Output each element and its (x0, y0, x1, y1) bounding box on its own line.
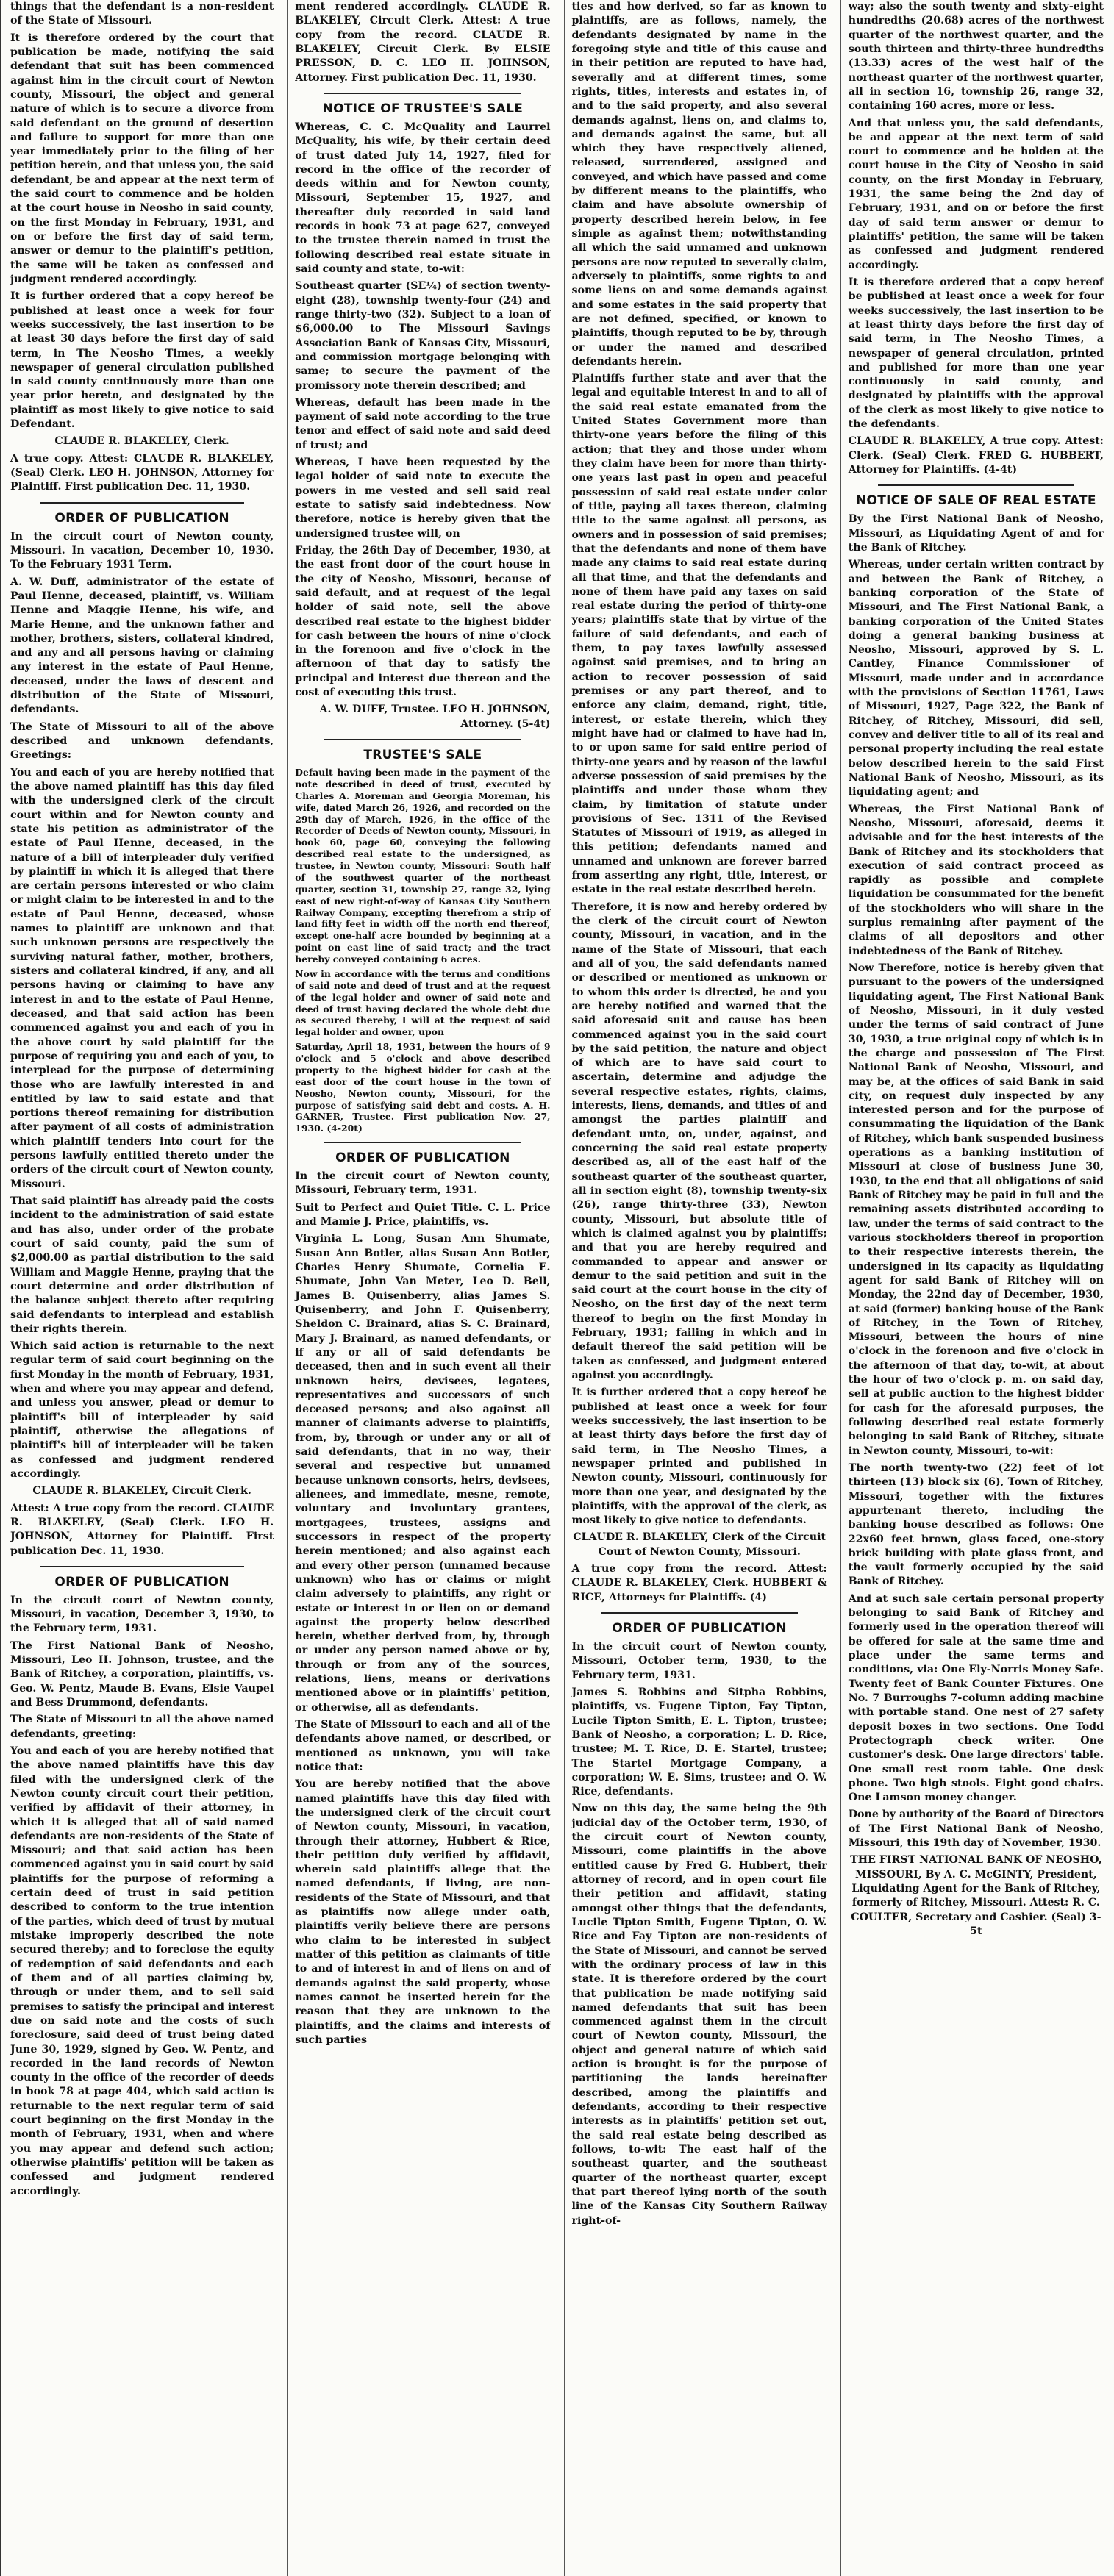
signature: CLAUDE R. BLAKELEY, Circuit Clerk. (32, 1485, 251, 1498)
column-3 (564, 0, 827, 2576)
notice-order-of-publication-quiet-title (295, 1151, 550, 2047)
attest: CLAUDE R. BLAKELEY, A true copy. Attest: Clerk. (Seal) Clerk. FRED G. HUBBERT, Attorney for Plaintiffs. (4-4t) (848, 435, 1104, 476)
paragraph: The State of Missouri to each and all of the defendants above named, or described, or mentioned as unknown, you will take notice that: (295, 1719, 551, 1773)
paragraph: Now Therefore, notice is hereby given that pursuant to the powers of the undersigned liquidating agent, The First National Bank of Neosho, Missouri, in it duly vested under the terms of said contract of June 30, 1930, a true original copy of which is in the charge and possession of The First National Bank of Neosho, Missouri, and may be, at the offices of said Bank in said city, on request duly inspected by any interested person and for the purpose of consummating the liquidation of the Bank of Ritchey, which bank suspended business operations as a banking institution of Missouri at close of business June 30, 1930, to the end that all obligations of said Bank of Ritchey may be paid in full and the remaining assets distributed according to law, under the terms of said contract to the various stockholders thereof in proportion to their respective interests therein, the undersigned in its capacity as liquidating agent for said Bank of Ritchey will on Monday, the 22nd day of December, 1930, at said (former) banking house of the Bank of Ritchey, in the Town of Ritchey, Missouri, between the hours of nine o'clock in the forenoon and five o'clock in the afternoon of that day, to-wit, at about the hour of two o'clock p. m. on said day, sell at public auction to the highest bidder for cash for the aforesaid purposes, the following described real estate formerly belonging to said Bank of Ritchey, situate in Newton county, Missouri, to-wit: (848, 962, 1104, 1457)
divider (878, 484, 1074, 486)
notice-sale-of-real-estate (849, 493, 1104, 1939)
paragraph: That said plaintiff has already paid the costs incident to the administration of said estate and has also, under order of the probate court of said county, paid the sum of $2,000.00 as partial distribution to the said William and Maggie Henne, praying that the court determine and order distribution of the balance subject thereto after requiring said defendants to interplead and establish their rights therein. (10, 1195, 274, 1335)
paragraph: In the circuit court of Newton county, Missouri, October term, 1930, to the February term, 1931. (571, 1641, 827, 1681)
notice-heading: ORDER OF PUBLICATION (54, 1574, 229, 1589)
paragraph: And at such sale certain personal property belonging to said Bank of Ritchey and formerly used in the operation thereof will be offered for sale at the same time and place under the same terms and conditions, via: One Ely-Norris Money Safe. Twenty feet of Bank Counter Fixtures. One No. 7 Burroughs 7-column adding machine with portable stand. One nest of 27 safety deposit boxes in two sections. One Todd Protectograph check writer. One customer's desk. One large directors' table. One small rest room table. One desk phone. Two high stools. Eight good chairs. One Lamson money changer. (848, 1592, 1104, 1804)
notice-heading: ORDER OF PUBLICATION (335, 1151, 510, 1166)
column-4 (840, 0, 1104, 2576)
notice-divorce-continuation (10, 0, 274, 495)
paragraph: The State of Missouri to all of the above described and unknown defendants, Greetings: (10, 720, 274, 762)
paragraph: The State of Missouri to all the above named defendants, greeting: (10, 1714, 274, 1740)
paragraph: Whereas, I have been requested by the legal holder of said note to execute the powers in me vested and sell said real estate to satisfy said indebtedness. Now therefore, notice is hereby given that the undersigned trustee will, on (295, 457, 551, 540)
column-1 (10, 0, 274, 2576)
paragraph: Done by authority of the Board of Directors of The First National Bank of Neosho, Missouri, this 19th day of November, 1930. (848, 1808, 1104, 1850)
paragraph: Whereas, C. C. McQuality and Laurrel McQuality, his wife, by their certain deed of trust dated July 14, 1927, filed for record in the office of the recorder of deeds within and for Newton county, Missouri, September 15, 1927, and thereafter duly recorded in said land records in book 73 at page 627, conveyed to the trustee therein named in trust the following described real estate situate in said county and state, to-wit: (295, 121, 551, 275)
notice-robbins-continuation (849, 0, 1104, 477)
signature: CLAUDE R. BLAKELEY, Clerk. (54, 435, 229, 448)
notice-heading: ORDER OF PUBLICATION (612, 1621, 787, 1636)
paragraph: Whereas, under certain written contract by and between the Bank of Ritchey, a banking corporation of the State of Missouri, and The First National Bank, a banking corporation of the United States doing a general banking business at Neosho, Missouri, approved by S. L. Cantley, Finance Commissioner of Missouri, made under and in accordance with the provisions of Section 11761, Laws of Missouri, 1927, Page 322, the Bank of Ritchey, of Ritchey, Missouri, did sell, convey and deliver title to all of its real and personal property including the real estate below described herein to the said First National Bank of Neosho, Missouri, as its liquidating agent; and (848, 559, 1104, 798)
divider (40, 502, 244, 504)
paragraph: A. W. Duff, administrator of the estate of Paul Henne, deceased, plaintiff, vs. William Henne and Maggie Henne, his wife, and Marie Henne, and the unknown father and mother, brothers, sisters, collateral kindred, and any and all persons having or claiming any interest in the estate of Paul Henne, deceased, under the laws of descent and distribution of the State of Missouri, defendants. (10, 576, 274, 716)
notice-subheading: By the First National Bank of Neosho, Missouri, as Liquidating Agent of and for the Bank of Ritchey. (848, 513, 1104, 554)
notice-continuation (295, 0, 550, 85)
notice-order-of-publication-bank (10, 1575, 274, 2199)
paragraph: You and each of you are hereby notified that the above named plaintiffs have this day filed with the undersigned clerk of the Newton county circuit court their petition, verified by affidavit of their attorney, in which it is alleged that all of said named defendants are non-residents of the State of Missouri; and that said action has been commenced against you in said court by said plaintiffs for the purpose of reforming a certain deed of trust in said petition described to conform to the true intention of the parties, which deed of trust by mutual mistake improperly described the note secured thereby; and to foreclose the equity of redemption of said defendants and each of them and of all parties claiming by, through or under them, and to sell said premises to satisfy the principal and interest due on said note and the costs of such foreclosure, said deed of trust being dated June 30, 1929, signed by Geo. W. Pentz, and recorded in the land records of Newton county in the office of the recorder of deeds in book 78 at page 404, which said action is returnable to the next regular term of said court beginning on the first Monday in the month of February, 1931, when and where you may appear and defend such action; otherwise plaintiffs' petition will be taken as confessed and judgment rendered accordingly. (10, 1745, 274, 2197)
paragraph: Saturday, April 18, 1931, between the hours of 9 o'clock and 5 o'clock and above described property to the highest bidder for cash at the east door of the court house in the town of Neosho, Newton county, Missouri, for the purpose of satisfying said debt and costs. A. H. GARNER, Trustee. First publication Nov. 27, 1930. (4-20t) (295, 1041, 551, 1134)
signature: A. W. DUFF, Trustee. LEO H. JOHNSON, Attorney. (5-4t) (319, 704, 551, 730)
paragraph: It is further ordered that a copy hereof be published at least once a week for four weeks successively, the last insertion to be at least 30 days before the first day of said term, in The Neosho Times, a weekly newspaper of general circulation published in said county continuously more than one year prior hereto, and designated by the plaintiff as most likely to give notice to said Defendant. (10, 290, 274, 431)
divider (324, 1142, 521, 1143)
paragraph: The First National Bank of Neosho, Missouri, Leo H. Johnson, trustee, and the Bank of Ritchey, a corporation, plaintiffs, vs. Geo. W. Pentz, Maude B. Evans, Elsie Vaupel and Bess Drummond, defendants. (10, 1639, 274, 1709)
paragraph: And that unless you, the said defendants, be and appear at the next term of said court to commence and be holden at the court house in the City of Neosho in said county, on the first Monday in February, 1931, the same being the 2nd day of February, 1931, and on or before the first day of said term answer or demur to plaintiffs' petition, the same will be taken as confessed and judgment rendered accordingly. (848, 117, 1104, 271)
paragraph: In the circuit court of Newton county, Missouri, in vacation, December 3, 1930, to the February term, 1931. (10, 1594, 274, 1635)
paragraph: In the circuit court of Newton county, Missouri, February term, 1931. (295, 1170, 551, 1197)
paragraph: Southeast quarter (SE¼) of section twenty-eight (28), township twenty-four (24) and range thirty-two (32). Subject to a loan of $6,000.00 to The Missouri Savings Association Bank of Kansas City, Missouri, and commission mortgage belonging with same; to secure the payment of the promissory note therein described; and (295, 280, 551, 392)
paragraph: Whereas, the First National Bank of Neosho, Missouri, aforesaid, deems it advisable and for the best interests of the Bank of Ritchey and its stockholders that execution of said contract proceed as rapidly as possible and complete liquidation be consummated for the benefit of the stockholders who will share in the surplus remaining after payment of the claims of all depositors and other indebtedness of the Bank of Ritchey. (848, 803, 1104, 957)
attest: A true copy. Attest: CLAUDE R. BLAKELEY, (Seal) Clerk. LEO H. JOHNSON, Attorney for Plaintiff. First publication Dec. 11, 1930. (10, 452, 274, 493)
divider (324, 739, 521, 740)
signature: THE FIRST NATIONAL BANK OF NEOSHO, MISSOURI, By A. C. McGINTY, President, Liquidating Agent for the Bank of Ritchey, formerly of Ritchey, Missouri. Attest: R. C. COULTER, Secretary and Cashier. (Seal) 3-5t (850, 1854, 1102, 1937)
divider (40, 1566, 244, 1567)
notice-heading: TRUSTEE'S SALE (363, 748, 482, 762)
notice-heading: NOTICE OF TRUSTEE'S SALE (322, 101, 524, 116)
notice-heading: NOTICE OF SALE OF REAL ESTATE (855, 493, 1096, 509)
paragraph: You and each of you are hereby notified that the above named plaintiff has this day filed with the undersigned clerk of the circuit court within and for Newton county and state his petition as administrator of the estate of Paul Henne, deceased, in the nature of a bill of interpleader duly verified by plaintiff in which it is alleged that there are certain persons interested or who claim or might claim to be interested in and to the estate of Paul Henne, deceased, whose names to plaintiff are unknown and that such unknown persons are respectively the surviving natural father, mother, brothers, sisters and collateral kindred, if any, and all persons having or claiming to have any interest in and to the estate of Paul Henne, deceased, and that said action has been commenced against you and each of you in the above court by said plaintiff for the purpose of requiring you and each of you, to interplead for the purpose of determining those who are lawfully interested in and entitled by law to said estate and that portions thereof remaining for distribution after payment of all costs of administration which plaintiff tenders into court for the persons lawfully entitled thereto under the orders of the circuit court of Newton county, Missouri. (10, 766, 274, 1190)
paragraph: ment rendered accordingly. CLAUDE R. BLAKELEY, Circuit Clerk. Attest: A true copy from the record. CLAUDE R. BLAKELEY, Circuit Clerk. By ELSIE PRESSON, D. C. LEO H. JOHNSON, Attorney. First publication Dec. 11, 1930. (295, 1, 551, 84)
paragraph: Plaintiffs further state and aver that the legal and equitable interest in and to all of the said real estate emanated from the United States Government more than thirty-one years before the filing of this action; that they and those under whom they claim have been for more than thirty-one years last past in open and peaceful possession of said real estate under color of title, paying all taxes thereon, claiming title to the same against all persons, as owners and in possession of said premises; that the defendants and none of them have made any claims to said real estate during all that time, and that the defendants and none of them have paid any taxes on said real estate during the period of thirty-one years; plaintiffs state that by virtue of the failure of said defendants, and each of them, to pay taxes lawfully assessed against said premises, and to bring an action to recover possession of said premises or any part thereof, and to enforce any claim, demand, right, title, interest, or estate therein, which they might have had or claimed to have had in, to or upon same for said entire period of thirty-one years and by reason of the lawful adverse possession of said premises by the plaintiffs and under those whom they claim, by limitation of statute under provisions of Sec. 1311 of the Revised Statutes of Missouri of 1919, as alleged in this petition; defendants named and unnamed and unknown are forever barred from asserting any right, title, interest, or estate in the real estate described herein. (571, 373, 827, 896)
paragraph: Virginia L. Long, Susan Ann Shumate, Susan Ann Botler, alias Susan Ann Botler, Charles Henry Shumate, Cornelia E. Shumate, John Van Meter, Leo D. Bell, James B. Quisenberry, alias James S. Quisenberry, and John F. Quisenberry, Sheldon C. Brainard, alias S. C. Brainard, Mary J. Brainard, as named defendants, or if any or all of said defendants be deceased, then and in such event all their unknown heirs, devisees, legatees, representatives and successors of such deceased persons; and also against all manner of claimants adverse to plaintiffs, from, by, through or under any or all of said defendants, that in no way, their several and respective but unnamed because unknown consorts, heirs, devisees, alienees, and immediate, mesne, remote, voluntary and involuntary grantees, mortgagees, trustees, assigns and successors in respect of the property herein mentioned; and also against each and every other person (unnamed because unknown) who has or claims or might claim adversely to plaintiffs, any right or estate or interest in or lien on or demand against the property below described herein, whether derived from, by, through or under any person named above or by, through or from any of the sources, relations, liens, means or derivations mentioned above or in plaintiffs' petition, or otherwise, all as defendants. (295, 1233, 551, 1714)
paragraph: things that the defendant is a non-resident of the State of Missouri. (10, 1, 274, 27)
signature: CLAUDE R. BLAKELEY, Clerk of the Circuit Court of Newton County, Missouri. (573, 1531, 826, 1558)
paragraph: The north twenty-two (22) feet of lot thirteen (13) block six (6), Town of Ritchey, Missouri, together with the fixtures appurtenant thereto, including the banking house described as follows: One 22x60 feet brown, glass faced, one-story brick building with plate glass front, and the vault formerly occupied by the said Bank of Ritchey. (848, 1461, 1104, 1588)
paragraph: Whereas, default has been made in the payment of said note according to the true tenor and effect of said note and said deed of trust; and (295, 396, 551, 451)
paragraph: You are hereby notified that the above named plaintiffs have this day filed with the undersigned clerk of the circuit court of Newton county, Missouri, in vacation, through their attorney, Hubbert & Rice, their petition duly verified by affidavit, wherein said plaintiffs allege that the named defendants, if living, are non-residents of the State of Missouri, and that as plaintiffs now allege under oath, plaintiffs verily believe there are persons who claim to be interested in subject matter of this petition as claimants of title to and of interest in and of liens on and of demands against the said property, whose names cannot be inserted herein for the reason that they are unknown to the plaintiffs, and the claims and interests of such parties (295, 1778, 551, 2046)
paragraph: It is therefore ordered by the court that publication be made, notifying the said defendant that suit has been commenced against him in the circuit court of Newton county, Missouri, the object and general nature of which is to secure a divorce from said defendant on the ground of desertion and failure to support for more than one year immediately prior to the filing of her petition herein, and that unless you, the said defendant, be and appear at the next term of the said court to commence and be holden at the court house in Neosho in said county, on the first Monday in February, 1931, and on or before the first day of said term, answer or demur to the plaintiff's petition, the same will be taken as confessed and judgment rendered accordingly. (10, 32, 274, 285)
paragraph: Therefore, it is now and hereby ordered by the clerk of the circuit court of Newton county, Missouri, in vacation, and in the name of the State of Missouri, that each and all of you, the said defendants named or described or mentioned as unknown or to whom this order is directed, be and you are hereby notified and warned that the said aforesaid suit and cause has been commenced against you in the said court by the said petition, the nature and object of which are to have said court to ascertain, determine and adjudge the several respective estates, rights, claims, interests, liens, demands, and titles of and amongst the parties plaintiff and defendant unto, on, under, against, and concerning the said real estate property described as, all of the east half of the southeast quarter of the southeast quarter, all in section eight (8), township twenty-six (26), range thirty-three (33), Newton county, Missouri, but absolute title of which is claimed against you by plaintiffs; and that you are hereby required and commanded to appear and answer or demur to the said petition and suit in the said court at the court house in the city of Neosho, on the first day of the next term thereof to begin on the first Monday in February, 1931; failing in which and in default thereof the said petition will be taken as confessed, and judgment entered against you accordingly. (571, 901, 827, 1381)
paragraph: way; also the south twenty and sixty-eight hundredths (20.68) acres of the northwest quarter of the northwest quarter, and the south thirteen and thirty-three hundredths (13.33) acres of the west half of the northeast quarter of the northwest quarter, all in section 16, township 26, range 32, containing 160 acres, more or less. (848, 1, 1104, 112)
divider (601, 1612, 798, 1614)
paragraph: In the circuit court of Newton county, Missouri. In vacation, December 10, 1930. To the February 1931 Term. (10, 530, 274, 571)
paragraph: Which said action is returnable to the next regular term of said court beginning on the first Monday in the month of February, 1931, when and where you may appear and defend, and unless you answer, plead or demur to plaintiff's bill of interpleader by said plaintiff, otherwise the allegations of plaintiff's bill of interpleader will be taken as confessed and judgment rendered accordingly. (10, 1340, 274, 1480)
notice-trustees-sale-2 (295, 748, 550, 1134)
notice-heading: ORDER OF PUBLICATION (54, 510, 229, 526)
attest: A true copy from the record. Attest: CLAUDE R. BLAKELEY, Clerk. HUBBERT & RICE, Attorneys for Plaintiffs. (4) (571, 1563, 827, 1603)
notice-quiet-title-continuation (572, 0, 827, 1605)
case-caption: Suit to Perfect and Quiet Title. C. L. Price and Mamie J. Price, plaintiffs, vs. (295, 1201, 551, 1228)
divider (324, 93, 521, 94)
paragraph: Now in accordance with the terms and conditions of said note and deed of trust and at the request of the legal holder and owner of said note and deed of trust having declared the whole debt due as secured thereby, I will at the request of said legal holder and owner, upon (295, 967, 551, 1038)
notice-trustees-sale-1 (295, 101, 550, 731)
column-2 (287, 0, 550, 2576)
paragraph: It is further ordered that a copy hereof be published at least once a week for four weeks successively, the last insertion to be at least thirty days before the first day of said term, in The Neosho Times, a newspaper printed and published in Newton county, Missouri, continuously for more than one year, and designated by the plaintiffs, with the approval of the clerk, as most likely to give notice to defendants. (571, 1387, 827, 1527)
notice-order-of-publication-henne (10, 511, 274, 1559)
attest: Attest: A true copy from the record. CLAUDE R. BLAKELEY, (Seal) Clerk. LEO H. JOHNSON, Attorney for Plaintiff. First publication Dec. 11, 1930. (10, 1502, 274, 1557)
notice-order-of-publication-robbins (572, 1621, 827, 2228)
paragraph: It is therefore ordered that a copy hereof be published at least once a week for four weeks successively, the last insertion to be at least thirty days before the first day of said term, in The Neosho Times, a newspaper of general circulation, printed and published for more than one year continuously in said county, and designated by plaintiffs with the approval of the clerk as most likely to give notice to the defendants. (848, 276, 1104, 431)
paragraph: Friday, the 26th Day of December, 1930, at the east front door of the court house in the city of Neosho, Missouri, because of said default, and at request of the legal holder of said note, sell the above described real estate to the highest bidder for cash between the hours of nine o'clock in the forenoon and five o'clock in the afternoon of that day to satisfy the principal and interest due thereon and the cost of executing this trust. (295, 544, 551, 699)
paragraph: James S. Robbins and Sitpha Robbins, plaintiffs, vs. Eugene Tipton, Fay Tipton, Lucile Tipton Smith, E. L. Tipton, trustee; Bank of Neosho, a corporation; L. D. Rice, trustee; M. T. Rice, D. E. Startel, trustee; The Startel Mortgage Company, a corporation; W. E. Sims, trustee; and O. W. Rice, defendants. (571, 1686, 827, 1798)
paragraph: Now on this day, the same being the 9th judicial day of the October term, 1930, of the circuit court of Newton county, Missouri, come plaintiffs in the above entitled cause by Fred G. Hubbert, their attorney of record, and in open court file their petition and affidavit, stating amongst other things that the defendants, Lucile Tipton Smith, Eugene Tipton, O. W. Rice and Fay Tipton are non-residents of the State of Missouri, and cannot be served with the ordinary process of law in this state. It is therefore ordered by the court that publication be made notifying said named defendants that suit has been commenced against them in the circuit court of Newton county, Missouri, the object and general nature of which said action is brought is for the purpose of partitioning the lands hereinafter described, among the plaintiffs and defendants, according to their respective interests as in plaintiffs' petition set out, the said real estate being described as follows, to-wit: The east half of the southeast quarter, and the southeast quarter of the northeast quarter, except that part thereof lying north of the south line of the Kansas City Southern Railway right-of- (571, 1803, 827, 2227)
paragraph: Default having been made in the payment of the note described in deed of trust, executed by Charles A. Moreman and Georgia Moreman, his wife, dated March 26, 1926, and recorded on the 29th day of March, 1926, in the office of the Recorder of Deeds of Newton county, Missouri, in book 60, page 60, conveying the following described real estate to the undersigned, as trustee, in Newton county, Missouri: South half of the southwest quarter of the northeast quarter, section 31, township 27, range 32, lying east of new right-of-way of Kansas City Southern Railway Company, excepting therefrom a strip of land fifty feet in width off the north end thereof, except one-half acre bounded by beginning at a point on east line of said tract; and the tract hereby conveyed containing 6 acres. (295, 767, 551, 965)
paragraph: ties and how derived, so far as known to plaintiffs, are as follows, namely, the defendants designated by name in the foregoing style and title of this cause and in their petition are reputed to have had, severally and at different times, some rights, titles, interests and estates in, of and to the said property, and also several demands against, liens on, and claims to, and demands against the same, but all which they have respectively aliened, released, surrendered, assigned and conveyed, and which have passed and come by different means to the plaintiffs, who claim and have absolute ownership of property described herein below, in fee simple as against them; notwithstanding all which the said unnamed and unknown persons are now reputed to severally claim, adversely to plaintiffs, some rights to and some liens on and some demands against and some estates in the said property that are not defined, specified, or known to plaintiffs, though reputed to be by, through or under the named and described defendants herein. (571, 1, 827, 368)
